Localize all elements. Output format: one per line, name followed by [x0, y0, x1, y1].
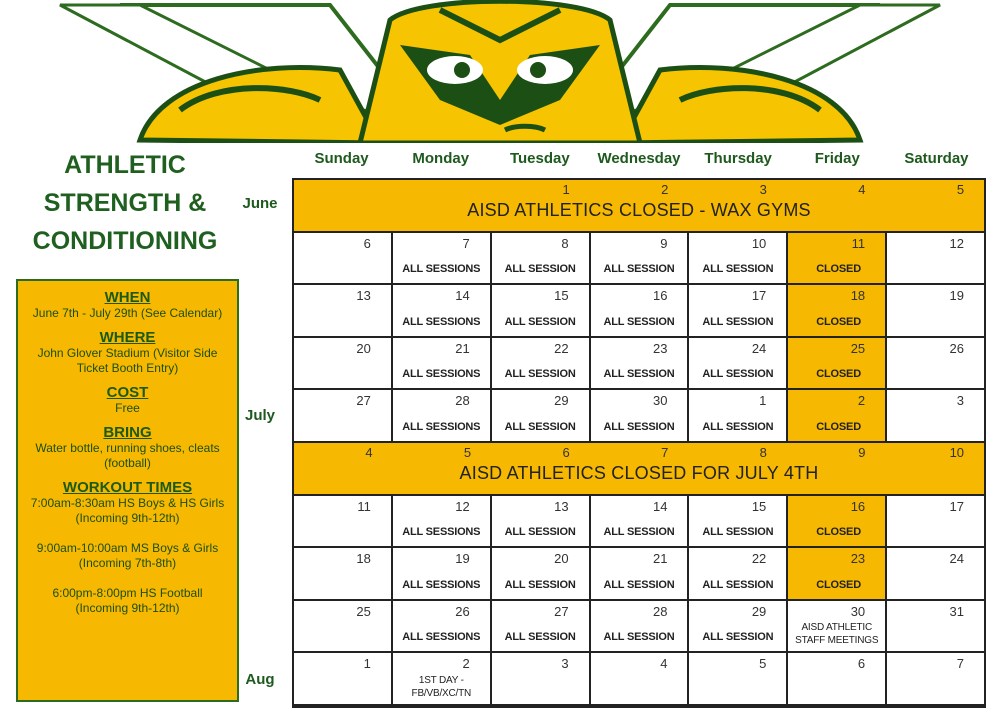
day-note: ALL SESSION — [702, 420, 774, 433]
day-number: 25 — [356, 603, 371, 619]
day-number: 11 — [357, 498, 371, 514]
calendar-day-cell — [887, 233, 984, 286]
dow-sunday: Sunday — [314, 150, 369, 167]
calendar-day-cell — [294, 285, 393, 338]
day-number: 5 — [463, 445, 472, 460]
calendar-day-cell — [294, 338, 393, 391]
day-number: 1 — [363, 656, 371, 672]
day-number: 18 — [850, 288, 866, 304]
calendar-day-cell — [294, 496, 393, 549]
calendar-day-cell — [393, 233, 492, 286]
calendar-day-cell — [591, 653, 690, 706]
calendar-day-cell — [788, 390, 887, 443]
day-number: 5 — [956, 182, 965, 197]
calendar-day-cell — [689, 338, 788, 391]
day-note: ALL SESSION — [702, 631, 774, 644]
info-text: (Incoming 9th-12th) — [75, 511, 180, 525]
calendar-day-cell — [887, 390, 984, 443]
day-number: 21 — [652, 551, 668, 567]
day-note: CLOSED — [816, 263, 861, 276]
day-of-week-header — [292, 150, 986, 172]
dow-thursday: Thursday — [704, 150, 772, 167]
day-number: 7 — [661, 445, 669, 460]
month-label-july: July — [244, 407, 275, 424]
day-number: 18 — [356, 551, 371, 567]
day-note: 1ST DAY - FB/VB/XC/TN — [411, 674, 472, 699]
calendar-grid — [292, 178, 986, 708]
day-number: 16 — [850, 498, 866, 514]
calendar-week-row — [294, 653, 984, 706]
calendar-day-cell — [393, 548, 492, 601]
hornet-mascot-icon — [0, 0, 999, 143]
day-note: CLOSED — [816, 315, 861, 328]
day-number: 22 — [554, 340, 569, 356]
day-note: CLOSED — [816, 578, 861, 591]
day-note: ALL SESSIONS — [402, 368, 481, 381]
calendar-day-cell — [591, 285, 690, 338]
day-number: 19 — [455, 551, 470, 567]
calendar-day-cell — [294, 390, 393, 443]
day-note: ALL SESSION — [603, 420, 675, 433]
calendar-day-cell — [294, 601, 393, 654]
day-number: 22 — [751, 551, 767, 567]
day-number: 3 — [956, 393, 965, 409]
day-number: 14 — [455, 288, 470, 304]
day-number: 3 — [561, 656, 569, 672]
day-number: 3 — [759, 182, 767, 197]
day-note: ALL SESSION — [504, 631, 576, 644]
day-number: 28 — [455, 393, 470, 409]
day-number: 29 — [554, 393, 569, 409]
day-number: 23 — [850, 551, 866, 567]
day-note: ALL SESSION — [603, 526, 675, 539]
day-note: ALL SESSIONS — [402, 315, 481, 328]
info-spacer — [18, 526, 237, 541]
closure-text: AISD ATHLETICS CLOSED FOR JULY 4TH — [459, 463, 819, 483]
day-note: CLOSED — [816, 368, 861, 381]
calendar-day-cell — [591, 338, 690, 391]
calendar-day-cell — [492, 601, 591, 654]
day-number: 26 — [949, 340, 965, 356]
calendar-day-cell — [294, 548, 393, 601]
info-text: Free — [115, 401, 140, 415]
day-number: 5 — [759, 656, 767, 672]
day-note: ALL SESSION — [603, 368, 675, 381]
calendar-day-cell — [689, 548, 788, 601]
calendar-day-cell — [591, 233, 690, 286]
day-number: 23 — [652, 340, 668, 356]
day-number: 7 — [462, 235, 470, 251]
day-number: 4 — [858, 182, 866, 197]
day-number: 8 — [759, 445, 767, 460]
calendar-day-cell — [492, 548, 591, 601]
calendar-day-cell — [591, 390, 690, 443]
calendar-day-cell — [591, 496, 690, 549]
day-note: ALL SESSION — [702, 578, 774, 591]
day-note: ALL SESSIONS — [402, 263, 481, 276]
day-number: 6 — [562, 445, 570, 460]
calendar-day-cell — [887, 496, 984, 549]
calendar-week-row — [294, 496, 984, 549]
calendar-day-cell — [887, 548, 984, 601]
day-number: 14 — [652, 498, 668, 514]
day-note: ALL SESSION — [603, 578, 675, 591]
day-number: 10 — [949, 445, 965, 460]
calendar-day-cell — [689, 601, 788, 654]
day-number: 9 — [660, 235, 668, 251]
calendar-day-cell — [689, 233, 788, 286]
calendar-day-cell — [492, 285, 591, 338]
calendar-day-cell — [591, 601, 690, 654]
dow-monday: Monday — [412, 150, 470, 167]
day-number: 27 — [554, 603, 569, 619]
day-note: ALL SESSION — [504, 263, 576, 276]
day-number: 17 — [751, 288, 767, 304]
day-note: AISD ATHLETIC STAFF MEETINGS — [795, 622, 879, 647]
calendar-week-row — [294, 548, 984, 601]
day-number: 1 — [562, 182, 570, 197]
info-text: 7:00am-8:30am HS Boys & HS Girls — [30, 496, 225, 510]
day-number: 1 — [759, 393, 767, 409]
calendar-day-cell — [393, 496, 492, 549]
day-note: ALL SESSIONS — [402, 578, 481, 591]
info-heading: COST — [106, 384, 149, 401]
calendar-day-cell — [294, 233, 393, 286]
day-number: 15 — [751, 498, 767, 514]
day-number: 7 — [956, 656, 965, 672]
day-number: 4 — [365, 445, 373, 460]
day-note: ALL SESSION — [504, 526, 576, 539]
calendar-week-row — [294, 233, 984, 286]
day-number: 26 — [455, 603, 470, 619]
calendar-day-cell — [591, 548, 690, 601]
calendar-day-cell — [689, 285, 788, 338]
info-text: (Incoming 7th-8th) — [78, 556, 177, 570]
calendar-day-cell — [393, 390, 492, 443]
day-note: ALL SESSION — [702, 263, 774, 276]
day-note: ALL SESSION — [504, 420, 576, 433]
calendar-day-cell — [788, 285, 887, 338]
info-text: June 7th - July 29th (See Calendar) — [32, 306, 223, 320]
day-number: 15 — [554, 288, 569, 304]
calendar-day-cell — [689, 390, 788, 443]
calendar-day-cell — [393, 338, 492, 391]
day-number: 2 — [857, 393, 866, 409]
day-note: ALL SESSIONS — [402, 631, 481, 644]
calendar-day-cell — [294, 653, 393, 706]
day-number: 21 — [455, 340, 470, 356]
day-note: CLOSED — [816, 420, 861, 433]
day-number: 25 — [850, 340, 866, 356]
info-heading: WORKOUT TIMES — [62, 479, 193, 496]
day-number: 24 — [751, 340, 767, 356]
calendar-day-cell — [689, 496, 788, 549]
info-text: 6:00pm-8:00pm HS Football — [52, 586, 203, 600]
dow-saturday: Saturday — [904, 150, 969, 167]
calendar-day-cell — [788, 653, 887, 706]
day-number: 11 — [851, 235, 866, 251]
day-number: 28 — [652, 603, 668, 619]
day-number: 10 — [751, 235, 767, 251]
calendar-day-cell — [788, 601, 887, 654]
calendar-day-cell — [887, 601, 984, 654]
calendar-day-cell — [788, 548, 887, 601]
info-panel — [16, 279, 239, 702]
day-number: 6 — [363, 235, 371, 251]
info-text: (Incoming 9th-12th) — [75, 601, 180, 615]
dow-wednesday: Wednesday — [597, 150, 681, 167]
day-number: 12 — [455, 498, 470, 514]
day-number: 16 — [652, 288, 668, 304]
calendar-day-cell — [492, 338, 591, 391]
day-note: ALL SESSION — [504, 578, 576, 591]
calendar-day-cell — [492, 233, 591, 286]
day-number: 19 — [949, 288, 965, 304]
calendar-week-row — [294, 601, 984, 654]
day-number: 9 — [858, 445, 866, 460]
day-number: 29 — [751, 603, 767, 619]
day-number: 6 — [857, 656, 866, 672]
closure-banner — [294, 443, 984, 496]
calendar-day-cell — [492, 496, 591, 549]
title-line: CONDITIONING — [32, 227, 218, 255]
calendar-day-cell — [689, 653, 788, 706]
day-number: 24 — [949, 551, 965, 567]
day-number: 31 — [949, 603, 965, 619]
calendar-day-cell — [393, 285, 492, 338]
calendar-week-row — [294, 338, 984, 391]
day-number: 13 — [356, 288, 371, 304]
day-number: 27 — [356, 393, 371, 409]
calendar-day-cell — [492, 390, 591, 443]
day-note: ALL SESSION — [603, 263, 675, 276]
day-number: 20 — [554, 551, 569, 567]
calendar-day-cell — [887, 653, 984, 706]
day-number: 20 — [356, 340, 371, 356]
info-text: John Glover Stadium (Visitor Side Ticket Booth Entry) — [37, 346, 218, 375]
calendar-week-row — [294, 285, 984, 338]
day-number: 4 — [660, 656, 668, 672]
day-note: ALL SESSION — [504, 315, 576, 328]
info-text: 9:00am-10:00am MS Boys & Girls — [36, 541, 219, 555]
calendar-day-cell — [393, 601, 492, 654]
info-heading: WHERE — [99, 329, 156, 346]
day-note: ALL SESSION — [702, 315, 774, 328]
info-heading: BRING — [103, 424, 152, 441]
info-text: Water bottle, running shoes, cleats (football) — [35, 441, 220, 470]
day-number: 30 — [850, 603, 866, 619]
calendar-day-cell — [393, 653, 492, 706]
dow-tuesday: Tuesday — [509, 150, 570, 167]
day-note: ALL SESSION — [504, 368, 576, 381]
month-label-june: June — [242, 195, 278, 212]
day-number: 2 — [661, 182, 669, 197]
month-label-aug: Aug — [245, 671, 275, 688]
calendar-day-cell — [788, 496, 887, 549]
day-note: ALL SESSION — [702, 368, 774, 381]
day-number: 17 — [949, 498, 965, 514]
day-number: 2 — [462, 656, 470, 672]
page-title — [14, 146, 236, 260]
calendar-day-cell — [887, 285, 984, 338]
info-heading: WHEN — [104, 289, 151, 306]
day-number: 12 — [949, 235, 965, 251]
day-note: CLOSED — [816, 526, 861, 539]
day-number: 13 — [554, 498, 569, 514]
day-note: ALL SESSIONS — [402, 420, 481, 433]
closure-text: AISD ATHLETICS CLOSED - WAX GYMS — [467, 200, 811, 220]
title-line: STRENGTH & — [43, 189, 207, 217]
day-note: ALL SESSION — [603, 315, 675, 328]
calendar-day-cell — [788, 233, 887, 286]
calendar-day-cell — [788, 338, 887, 391]
calendar-week-row — [294, 390, 984, 443]
day-note: ALL SESSION — [603, 631, 675, 644]
closure-banner — [294, 180, 984, 233]
info-spacer — [18, 571, 237, 586]
mascot-banner — [0, 0, 999, 143]
day-number: 30 — [652, 393, 668, 409]
calendar-day-cell — [492, 653, 591, 706]
day-note: ALL SESSION — [702, 526, 774, 539]
day-number: 8 — [561, 235, 569, 251]
title-line: ATHLETIC — [64, 151, 186, 179]
day-note: ALL SESSIONS — [402, 526, 481, 539]
calendar-day-cell — [887, 338, 984, 391]
dow-friday: Friday — [814, 150, 860, 167]
